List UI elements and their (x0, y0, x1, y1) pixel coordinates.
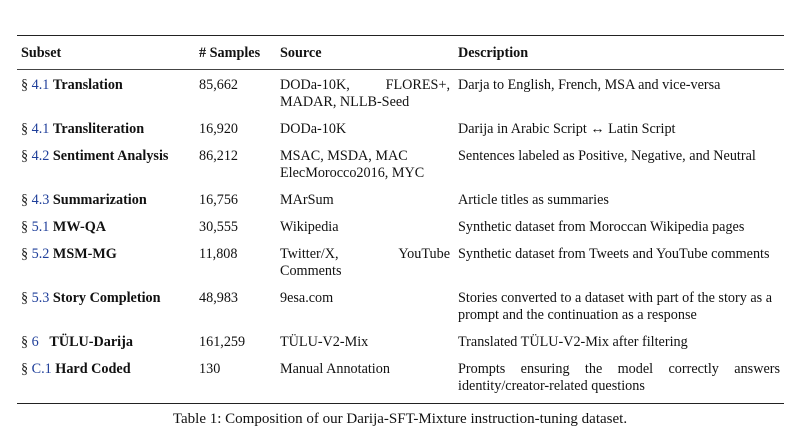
section-symbol: § (21, 77, 29, 93)
subset-cell (17, 361, 195, 404)
section-symbol: § (21, 334, 29, 350)
table-row (17, 148, 784, 192)
section-link[interactable]: 4.3 (31, 192, 50, 208)
subset-cell (17, 290, 195, 334)
subset-name: Hard Coded (55, 361, 131, 377)
description-cell: Article titles as summaries (458, 192, 609, 208)
subset-cell (17, 334, 195, 361)
section-link[interactable]: 4.2 (31, 148, 50, 164)
subset-name: TÜLU-Darija (49, 334, 133, 350)
table-row (17, 290, 784, 334)
section-symbol: § (21, 290, 29, 306)
description-cell: Synthetic dataset from Moroccan Wikipedia pages (458, 219, 745, 235)
table-row (17, 121, 784, 148)
description-cell: Stories converted to a dataset with part of the story as a prompt and the continuation as a response (458, 290, 773, 323)
composition-table (17, 35, 784, 404)
section-link[interactable]: C.1 (31, 361, 52, 377)
samples-cell: 161,259 (199, 334, 246, 350)
source-cell: Wikipedia (280, 219, 339, 235)
subset-cell (17, 148, 195, 192)
subset-cell (17, 246, 195, 290)
subset-cell (17, 219, 195, 246)
section-symbol: § (21, 361, 29, 377)
header-row (17, 36, 784, 70)
section-link[interactable]: 6 (31, 334, 39, 350)
section-symbol: § (21, 192, 29, 208)
subset-name: Summarization (52, 192, 147, 208)
table-row (17, 246, 784, 290)
samples-cell: 85,662 (199, 77, 239, 93)
header-source: Source (280, 45, 322, 61)
samples-cell: 86,212 (199, 148, 239, 164)
samples-cell: 48,983 (199, 290, 239, 306)
samples-cell: 16,920 (199, 121, 239, 137)
header-description: Description (458, 45, 529, 61)
samples-cell: 11,808 (199, 246, 238, 262)
section-symbol: § (21, 148, 29, 164)
section-link[interactable]: 5.1 (31, 219, 50, 235)
section-link[interactable]: 5.3 (31, 290, 50, 306)
samples-cell: 130 (199, 361, 221, 377)
subset-cell (17, 121, 195, 148)
table-row (17, 192, 784, 219)
source-cell: DODa-10K (280, 121, 347, 137)
section-symbol: § (21, 121, 29, 137)
source-cell: 9esa.com (280, 290, 334, 306)
header-samples: # Samples (199, 45, 261, 61)
table-row (17, 361, 784, 404)
source-cell: DODa-10K, FLORES+, MADAR, NLLB-Seed (280, 77, 450, 110)
section-symbol: § (21, 219, 29, 235)
source-cell: Twitter/X, YouTube Comments (280, 246, 450, 279)
subset-cell (17, 192, 195, 219)
section-link[interactable]: 5.2 (31, 246, 50, 262)
subset-name: Sentiment Analysis (52, 148, 169, 164)
description-cell: Translated TÜLU-V2-Mix after filtering (458, 334, 688, 350)
table-row (17, 70, 784, 122)
subset-name: Story Completion (52, 290, 161, 306)
table-caption: Table 1: Composition of our Darija-SFT-Mixture instruction-tuning dataset. (172, 411, 628, 427)
description-cell: Prompts ensuring the model correctly answers identity/creator-related questions (458, 361, 780, 394)
subset-name: Transliteration (52, 121, 145, 137)
source-cell: MSAC, MSDA, MAC ElecMorocco2016, MYC (280, 148, 425, 181)
section-link[interactable]: 4.1 (31, 121, 50, 137)
table-row (17, 219, 784, 246)
subset-name: MSM-MG (52, 246, 117, 262)
subset-cell (17, 70, 195, 122)
description-cell: Synthetic dataset from Tweets and YouTube comments (458, 246, 770, 262)
section-link[interactable]: 4.1 (31, 77, 50, 93)
subset-name: MW-QA (52, 219, 106, 235)
subset-name: Translation (52, 77, 123, 93)
source-cell: TÜLU-V2-Mix (280, 334, 369, 350)
section-symbol: § (21, 246, 29, 262)
source-cell: Manual Annotation (280, 361, 390, 377)
description-cell: Sentences labeled as Positive, Negative, and Neutral (458, 148, 756, 164)
source-cell: MArSum (280, 192, 334, 208)
description-cell: Darija in Arabic Script ↔ Latin Script (458, 121, 676, 137)
samples-cell: 30,555 (199, 219, 239, 235)
table-row (17, 334, 784, 361)
header-subset: Subset (21, 45, 62, 61)
samples-cell: 16,756 (199, 192, 239, 208)
description-cell: Darja to English, French, MSA and vice-versa (458, 77, 721, 93)
